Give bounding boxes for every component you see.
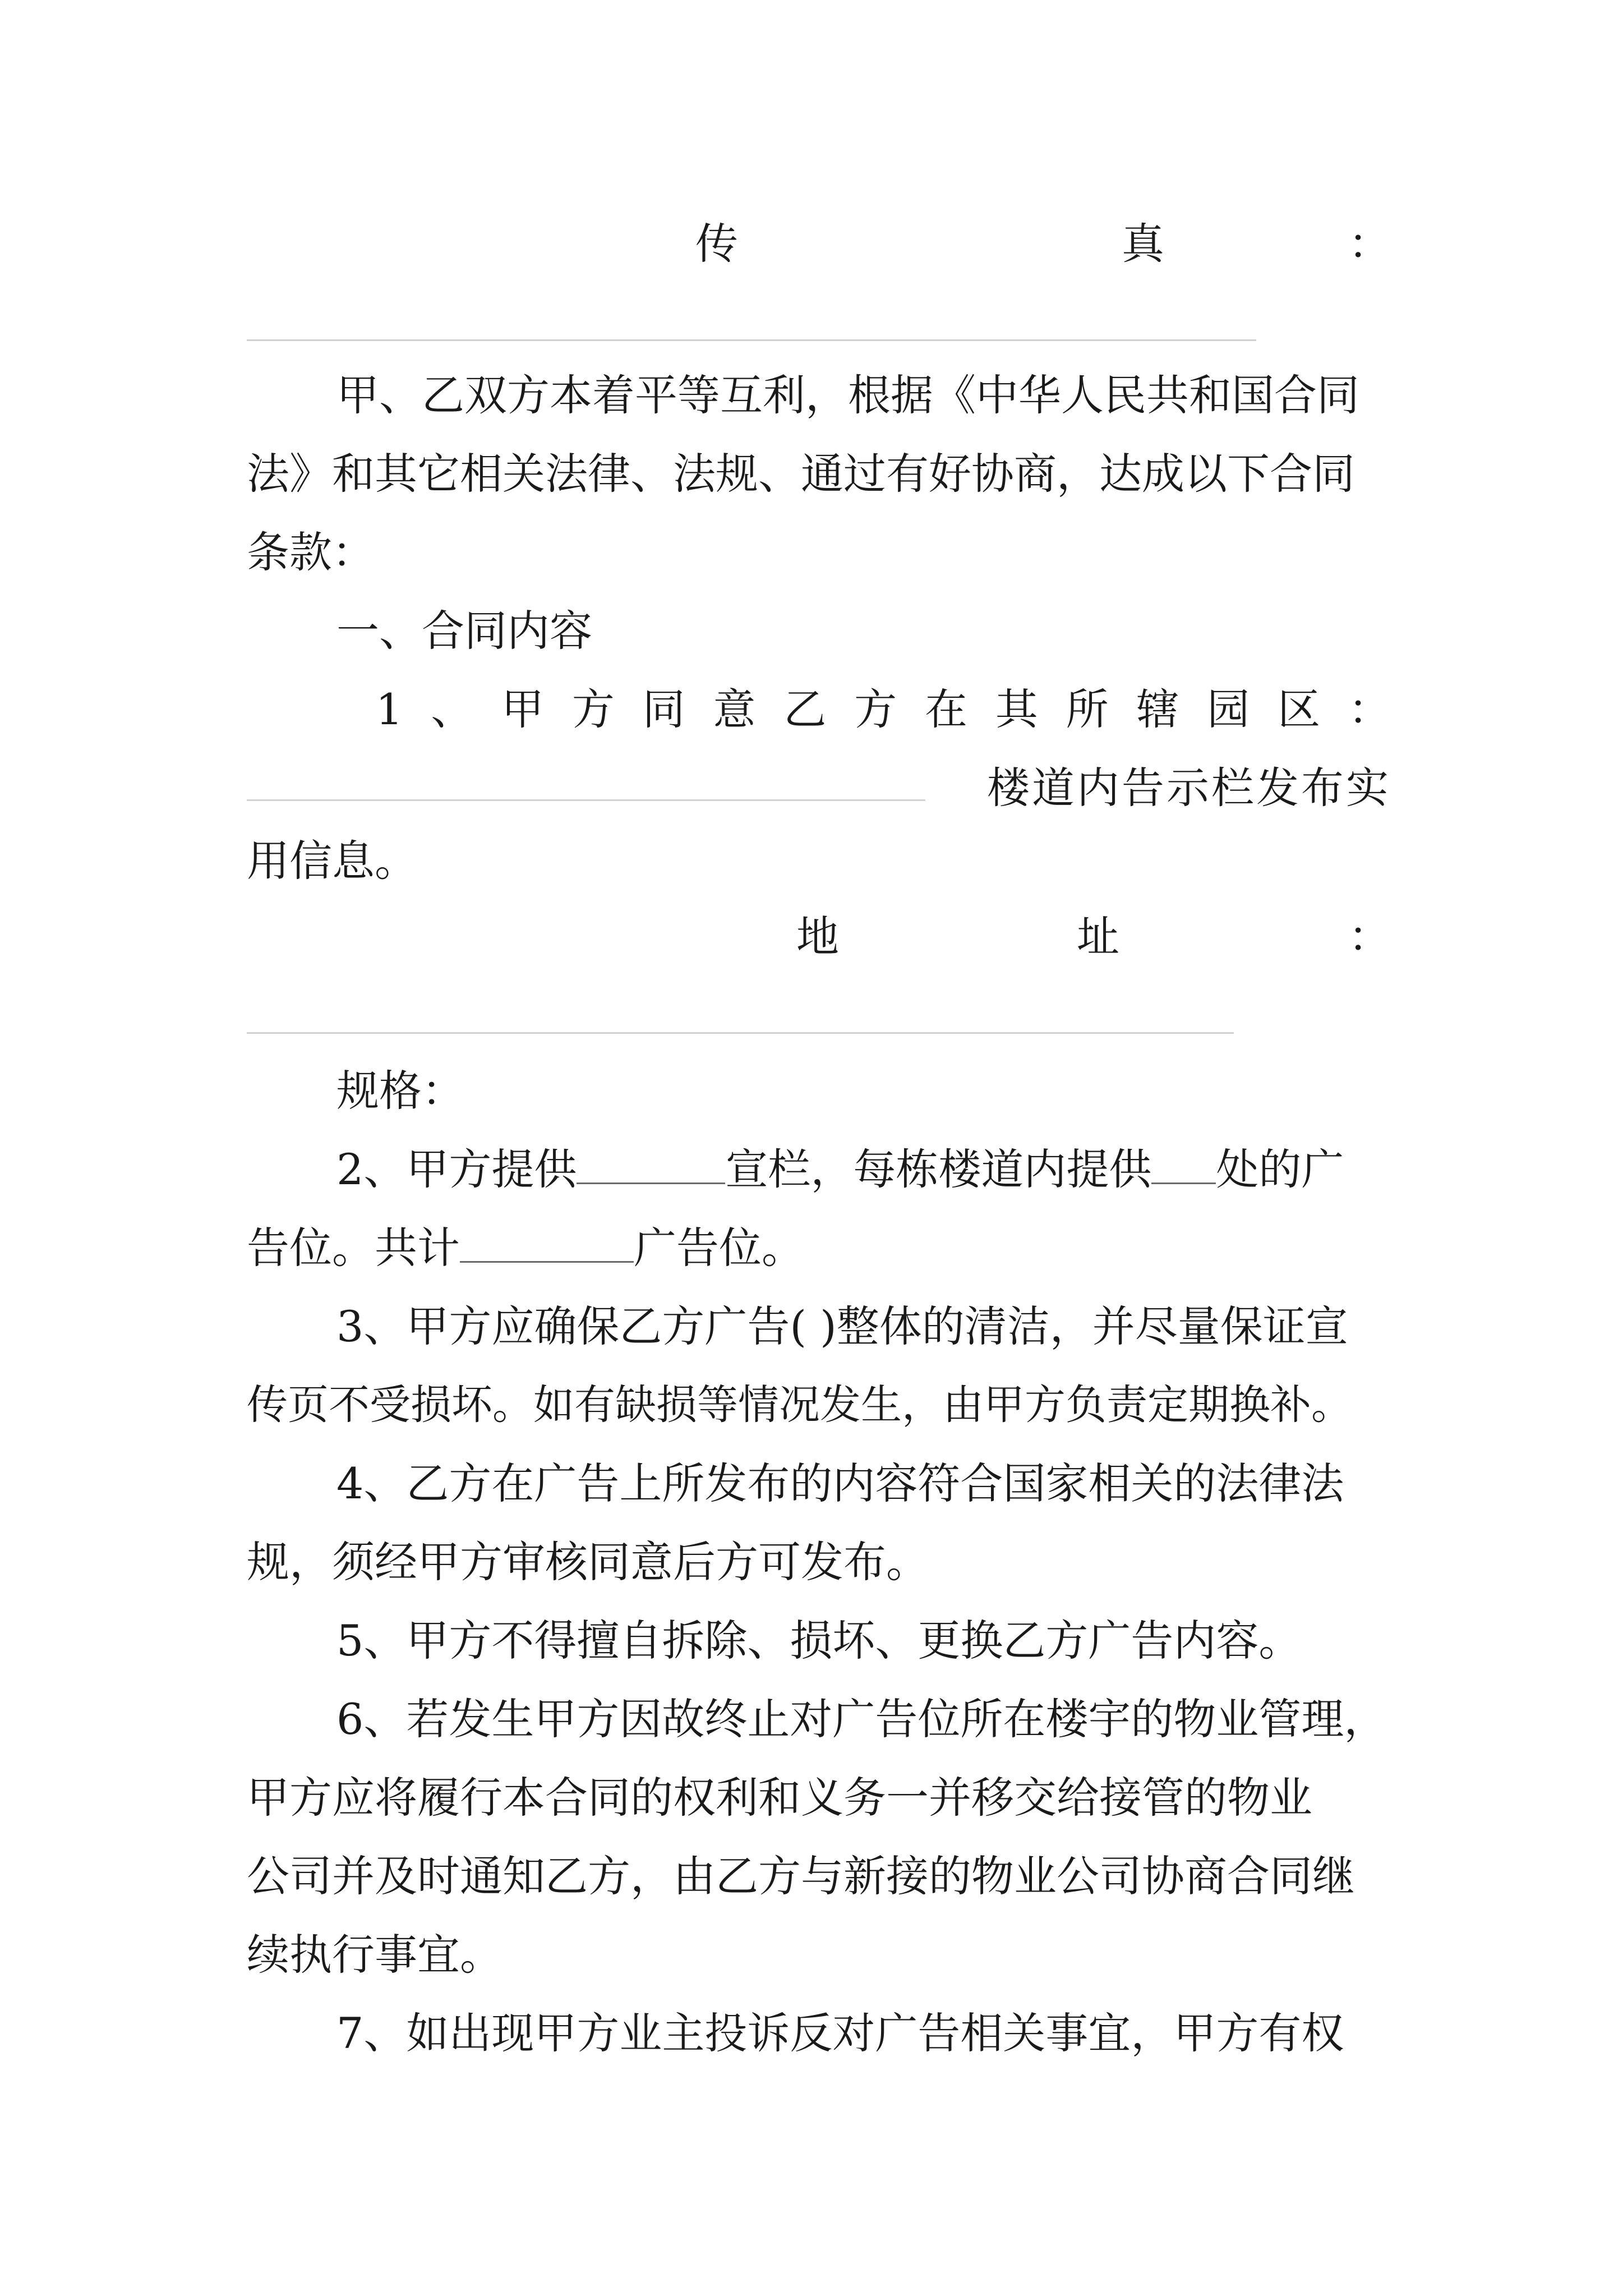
- item1-line-2: [247, 760, 1391, 816]
- item3-line-1: 3、甲方应确保乙方广告( )整体的清洁，并尽量保证宣: [336, 1301, 1348, 1351]
- item2-line-1: [247, 1142, 1391, 1198]
- item1-char: 区: [1278, 684, 1321, 734]
- intro-line-2: 法》和其它相关法律、法规、通过有好协商，达成以下合同: [247, 449, 1355, 499]
- item1-line-3: 用信息。: [247, 836, 417, 886]
- item2-line-2-text-1: 告位。共计: [247, 1223, 460, 1273]
- section-heading: 一、合同内容: [336, 606, 592, 656]
- fax-blank-line: [247, 339, 1256, 341]
- address-char-2: 址: [1077, 912, 1119, 961]
- item1-char: 乙: [783, 684, 827, 734]
- fax-label-line: [247, 216, 1391, 272]
- fax-colon: ：: [1348, 219, 1391, 269]
- item1-char: 甲: [501, 684, 545, 734]
- item1-char: 、: [431, 684, 474, 734]
- item1-line-2-text: 楼道内告示栏发布实: [987, 763, 1391, 813]
- spec-label: 规格：: [336, 1066, 464, 1116]
- item1-char: 在: [924, 684, 967, 734]
- item1-char: 其: [995, 684, 1038, 734]
- item2-blank-3: [460, 1226, 634, 1263]
- item1-char: 所: [1066, 684, 1109, 734]
- item1-char: 园: [1207, 684, 1250, 734]
- item7-line-1: 7、如出现甲方业主投诉反对广告相关事宜，甲方有权: [336, 2008, 1344, 2058]
- fax-char-1: 传: [695, 219, 738, 269]
- item1-char: 同: [642, 684, 685, 734]
- item5-line-1: 5、甲方不得擅自拆除、损坏、更换乙方广告内容。: [336, 1616, 1302, 1665]
- item4-line-1: 4、乙方在广告上所发布的内容符合国家相关的法律法: [336, 1458, 1344, 1508]
- address-blank-line: [247, 1032, 1234, 1034]
- intro-line-1: 甲、乙双方本着平等互利，根据《中华人民共和国合同: [336, 370, 1359, 420]
- item6-line-1: 6、若发生甲方因故终止对广告位所在楼宇的物业管理，: [336, 1694, 1387, 1744]
- item1-char: 1: [376, 684, 403, 734]
- item6-line-3: 公司并及时通知乙方，由乙方与新接的物业公司协商合同继: [247, 1851, 1355, 1901]
- item1-char: 辖: [1136, 684, 1179, 734]
- item2-text-3: 处的广: [1216, 1144, 1344, 1194]
- item1-char: 方: [854, 684, 897, 734]
- item1-char: 意: [713, 684, 756, 734]
- item1-line-1: [247, 682, 1391, 738]
- address-label-line: [247, 909, 1391, 965]
- fax-char-2: 真: [1122, 219, 1164, 269]
- item2-text-2: 宣栏，每栋楼道内提供: [725, 1144, 1152, 1194]
- address-char-1: 地: [796, 912, 839, 961]
- item2-blank-2: [1151, 1148, 1216, 1184]
- item2-text-1: 2、甲方提供: [336, 1144, 577, 1194]
- item2-line-2-text-2: 广告位。: [634, 1223, 804, 1273]
- item2-blank-1: [577, 1148, 725, 1184]
- address-colon: ：: [1348, 912, 1391, 961]
- item6-line-2: 甲方应将履行本合同的权利和义务一并移交给接管的物业: [247, 1773, 1312, 1823]
- item2-line-2: [247, 1220, 1391, 1276]
- item3-line-2: 传页不受损坏。如有缺损等情况发生，由甲方负责定期换补。: [247, 1381, 1352, 1429]
- item6-line-4: 续执行事宜。: [247, 1930, 502, 1980]
- item1-char: 方: [571, 684, 615, 734]
- item1-char: ：: [1348, 684, 1391, 734]
- intro-line-3: 条款：: [247, 527, 375, 577]
- item4-line-2: 规，须经甲方审核同意后方可发布。: [247, 1537, 929, 1587]
